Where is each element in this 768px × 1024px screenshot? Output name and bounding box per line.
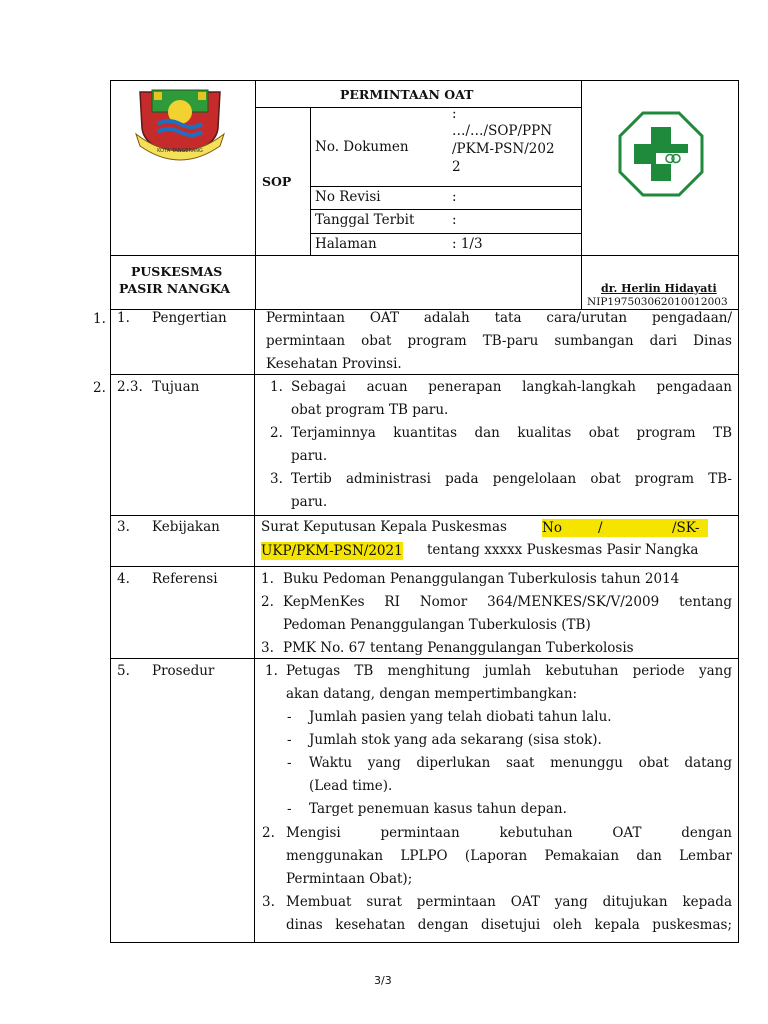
prosedur-item-3-line-1: Membuat surat permintaan OAT yang ditujukan kepada	[286, 894, 732, 910]
dokumen-value-2: /PKM-PSN/202	[452, 141, 555, 157]
puskesmas-name-0: PUSKESMAS	[131, 264, 223, 279]
document-title: PERMINTAAN OAT	[340, 87, 474, 102]
tujuan-item-2-num: 2.	[270, 425, 283, 441]
kebijakan-label: Kebijakan	[152, 519, 220, 535]
prosedur-item-2-line-1: Mengisi permintaan kebutuhan OAT dengan	[286, 825, 732, 841]
pengertian-label: Pengertian	[152, 310, 227, 326]
prosedur-item-2-line-2: menggunakan LPLPO (Laporan Pemakaian dan Lembar	[286, 848, 732, 864]
tujuan-item-1-num: 1.	[270, 379, 283, 395]
referensi-item-3-line-1: PMK No. 67 tentang Penanggulangan Tuberkolosis	[283, 640, 634, 656]
prosedur-num: 5.	[117, 663, 130, 679]
prosedur-bullet-1: Jumlah pasien yang telah diobati tahun lalu.	[309, 709, 612, 725]
outer-number-1: 1.	[93, 311, 106, 327]
kebijakan-text-start: Surat Keputusan Kepala Puskesmas	[261, 519, 507, 535]
referensi-item-1-num: 1.	[261, 571, 274, 587]
referensi-item-2-line-2: Pedoman Penanggulangan Tuberkulosis (TB)	[283, 617, 591, 633]
prosedur-bullet-2: Jumlah stok yang ada sekarang (sisa stok).	[309, 732, 602, 748]
puskesmas-name-1: PASIR NANGKA	[119, 281, 231, 296]
prosedur-item-3-line-2: dinas kesehatan dengan disetujui oleh kepala puskesmas;	[286, 917, 732, 933]
tujuan-item-3-line-2: paru.	[291, 494, 328, 510]
referensi-item-1-line-1: Buku Pedoman Penanggulangan Tuberkulosis tahun 2014	[283, 571, 680, 587]
prosedur-item-2-num: 2.	[262, 825, 275, 841]
kebijakan-hl-a: No	[542, 520, 562, 536]
halaman-value: : 1/3	[452, 236, 483, 252]
signer-nip: NIP197503062010012003	[587, 296, 728, 308]
sop-label: SOP	[262, 174, 292, 189]
referensi-item-3-num: 3.	[261, 640, 274, 656]
logo-caption: KOTA TANGERANG	[157, 148, 203, 154]
tujuan-label: Tujuan	[152, 379, 200, 395]
prosedur-label: Prosedur	[152, 663, 215, 679]
city-logo	[130, 82, 230, 162]
pengertian-line-1: permintaan obat program TB-paru sumbangan dari Dinas	[266, 333, 732, 349]
dokumen-value-3: 2	[452, 159, 461, 175]
pengertian-line-2: Kesehatan Provinsi.	[266, 356, 402, 372]
halaman-label: Halaman	[315, 236, 377, 252]
tanggal-label: Tanggal Terbit	[315, 212, 415, 228]
dokumen-label: No. Dokumen	[315, 139, 409, 155]
pengertian-num: 1.	[117, 310, 130, 326]
prosedur-item-1-num: 1.	[265, 663, 278, 679]
dokumen-value-0: :	[452, 106, 457, 122]
puskesmas-logo	[618, 111, 704, 197]
outer-number-2: 2.	[93, 380, 106, 396]
revisi-value: :	[452, 189, 457, 205]
page-number: 3/3	[374, 974, 392, 987]
tanggal-value: :	[452, 212, 457, 228]
tujuan-item-2-line-1: Terjaminnya kuantitas dan kualitas obat program TB	[291, 425, 732, 441]
prosedur-bullet-4: Target penemuan kasus tahun depan.	[309, 801, 567, 817]
referensi-item-2-line-1: KepMenKes RI Nomor 364/MENKES/SK/V/2009 tentang	[283, 594, 732, 610]
tujuan-item-1-line-1: Sebagai acuan penerapan langkah-langkah pengadaan	[291, 379, 732, 395]
prosedur-bullet-3: Waktu yang diperlukan saat menunggu obat datang	[309, 755, 732, 771]
kebijakan-hl-b: /	[598, 520, 603, 536]
dokumen-value-1: …/…/SOP/PPN	[452, 123, 553, 139]
bullet-dash: -	[287, 801, 292, 817]
referensi-label: Referensi	[152, 571, 218, 587]
tujuan-item-3-num: 3.	[270, 471, 283, 487]
prosedur-item-1-line-1: Petugas TB menghitung jumlah kebutuhan periode yang	[286, 663, 732, 679]
tujuan-item-1-line-2: obat program TB paru.	[291, 402, 449, 418]
kebijakan-highlight-no	[542, 519, 708, 537]
bullet-dash: -	[287, 709, 292, 725]
tujuan-num: 2.3.	[117, 379, 143, 395]
kebijakan-num: 3.	[117, 519, 130, 535]
referensi-num: 4.	[117, 571, 130, 587]
kebijakan-text-end: tentang xxxxx Puskesmas Pasir Nangka	[427, 542, 699, 558]
prosedur-item-2-line-3: Permintaan Obat);	[286, 871, 413, 887]
tujuan-item-3-line-1: Tertib administrasi pada pengelolaan obat program TB-	[291, 471, 732, 487]
kebijakan-hl-c: /SK-	[672, 520, 700, 536]
tujuan-item-2-line-2: paru.	[291, 448, 328, 464]
bullet-dash: -	[287, 732, 292, 748]
prosedur-item-3-num: 3.	[262, 894, 275, 910]
revisi-label: No Revisi	[315, 189, 381, 205]
referensi-item-2-num: 2.	[261, 594, 274, 610]
bullet-dash: -	[287, 755, 292, 771]
prosedur-item-1-line-2: akan datang, dengan mempertimbangkan:	[286, 686, 578, 702]
kebijakan-highlight-sk: UKP/PKM-PSN/2021	[261, 543, 403, 559]
signer-name: dr. Herlin Hidayati	[601, 282, 717, 295]
prosedur-bullet-3-cont: (Lead time).	[309, 778, 393, 794]
pengertian-line-0: Permintaan OAT adalah tata cara/urutan pengadaan/	[266, 310, 732, 326]
